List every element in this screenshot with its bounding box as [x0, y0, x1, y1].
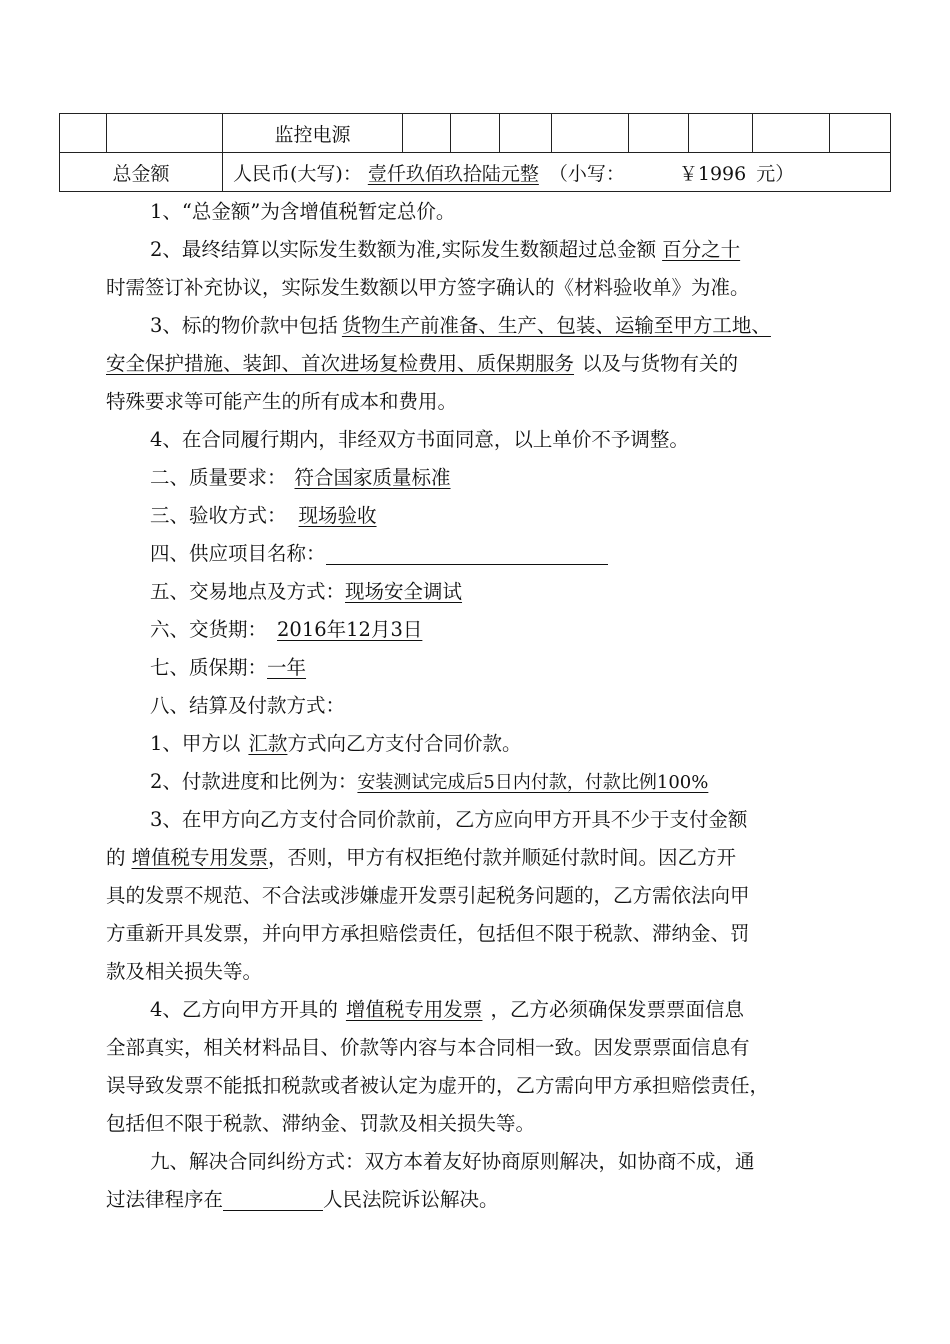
payment-4-cont-2: 误导致发票不能抵扣税款或者被认定为虚开的，乙方需向甲方承担赔偿责任，	[106, 1074, 770, 1097]
payment-1	[106, 725, 866, 763]
payment-3-cont-3: 方重新开具发票，并向甲方承担赔偿责任，包括但不限于税款、滞纳金、罚	[106, 922, 750, 945]
dispute-resolution: 九、解决合同纠纷方式：双方本着友好协商原则解决，如协商不成，通	[150, 1150, 755, 1173]
payment-schedule: 安装测试完成后5日内付款，付款比例100%	[357, 772, 709, 793]
delivery-date	[106, 611, 866, 649]
clause-1: 1、“总金额”为含增值税暂定总价。	[150, 200, 456, 223]
delivery-value: 2016年12月3日	[277, 618, 423, 641]
payment-2	[106, 763, 866, 801]
payment-2-text: 2、付款进度和比例为：	[150, 770, 358, 793]
total-row	[60, 153, 891, 192]
total-label-cell: 总金额	[60, 153, 223, 192]
clause-3-scope-2: 安全保护措施、装卸、首次进场复检费用、质保期服务	[106, 352, 575, 375]
project-name	[106, 535, 866, 573]
price-table	[59, 113, 891, 192]
acceptance-value: 现场验收	[298, 504, 377, 527]
court-name-blank	[223, 1184, 323, 1211]
payment-4-text: 4、乙方向甲方开具的	[150, 998, 338, 1021]
clause-3-scope-1: 货物生产前准备、生产、包装、运输至甲方工地、	[341, 314, 771, 337]
quality-value: 符合国家质量标准	[294, 466, 451, 489]
acceptance-label: 三、验收方式：	[150, 504, 287, 527]
clause-3-cont	[106, 345, 866, 383]
payment-title: 八、结算及付款方式：	[150, 694, 346, 717]
total-amount-cell	[223, 153, 891, 192]
warranty-period	[106, 649, 866, 687]
dispute-text-2: 人民法院诉讼解决。	[323, 1188, 499, 1211]
payment-3: 3、在甲方向乙方支付合同价款前，乙方应向甲方开具不少于支付金额	[150, 808, 748, 831]
project-label: 四、供应项目名称：	[150, 542, 326, 565]
warranty-value: 一年	[267, 656, 307, 679]
clause-3-cont-2: 特殊要求等可能产生的所有成本和费用。	[106, 390, 458, 413]
item-name-cell: 监控电源	[223, 114, 403, 153]
trade-location	[106, 573, 866, 611]
payment-4	[106, 991, 866, 1029]
payment-3-text: 的	[106, 846, 126, 869]
delivery-label: 六、交货期：	[150, 618, 268, 641]
project-name-blank	[326, 538, 608, 565]
payment-4-cont-3: 包括但不限于税款、滞纳金、罚款及相关损失等。	[106, 1112, 536, 1135]
payment-4-invoice: 增值税专用发票	[345, 998, 483, 1021]
payment-1-text: 1、甲方以	[150, 732, 241, 755]
amount-lower-value: ￥1996	[678, 162, 747, 185]
payment-3-cont-2: 具的发票不规范、不合法或涉嫌虚开发票引起税务问题的，乙方需依法向甲	[106, 884, 750, 907]
clause-3-text: 3、标的物价款中包括	[150, 314, 338, 337]
amount-lower-suffix: 元）	[756, 162, 795, 185]
payment-4-cont: 全部真实，相关材料品目、价款等内容与本合同相一致。因发票票面信息有	[106, 1036, 750, 1059]
quality-label: 二、质量要求：	[150, 466, 287, 489]
table-row	[60, 114, 891, 153]
warranty-label: 七、质保期：	[150, 656, 268, 679]
payment-method: 汇款	[248, 732, 288, 755]
trade-label: 五、交易地点及方式：	[150, 580, 346, 603]
payment-3-cont	[106, 839, 866, 877]
payment-3-invoice: 增值税专用发票	[131, 846, 269, 869]
payment-3-text-2: ，否则，甲方有权拒绝付款并顺延付款时间。因乙方开	[268, 846, 737, 869]
payment-3-cont-4: 款及相关损失等。	[106, 960, 263, 983]
amount-upper-prefix: 人民币(大写)：	[233, 162, 362, 185]
contract-body	[106, 193, 866, 1219]
payment-4-text-2: ，乙方必须确保发票票面信息	[490, 998, 744, 1021]
dispute-resolution-cont	[106, 1181, 866, 1219]
amount-lower-prefix: （小写：	[548, 162, 625, 185]
acceptance-method	[106, 497, 866, 535]
dispute-text: 过法律程序在	[106, 1188, 224, 1211]
quality-requirement	[106, 459, 866, 497]
clause-2-cont: 时需签订补充协议，实际发生数额以甲方签字确认的《材料验收单》为准。	[106, 276, 750, 299]
clause-2-text: 2、最终结算以实际发生数额为准,实际发生数额超过总金额	[150, 238, 657, 261]
clause-4: 4、在合同履行期内，非经双方书面同意，以上单价不予调整。	[150, 428, 689, 451]
clause-2	[106, 231, 866, 269]
clause-3	[106, 307, 866, 345]
clause-3-text-2: 以及与货物有关的	[582, 352, 739, 375]
trade-value: 现场安全调试	[345, 580, 463, 603]
amount-upper-value: 壹仟玖佰玖拾陆元整	[367, 162, 539, 185]
payment-1-text-2: 方式向乙方支付合同价款。	[287, 732, 522, 755]
clause-2-threshold: 百分之十	[662, 238, 741, 261]
